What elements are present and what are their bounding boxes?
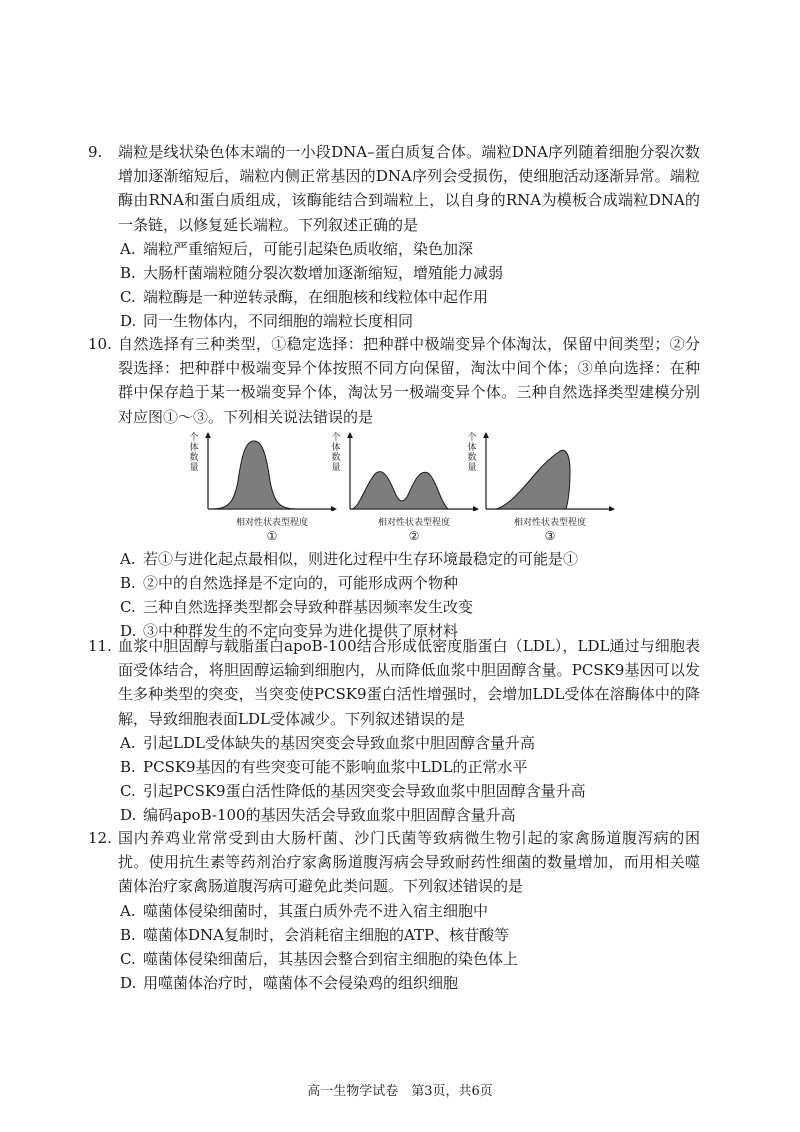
option-b — [118, 571, 700, 595]
option-letter: C. — [120, 288, 136, 307]
option-d — [118, 309, 700, 333]
figure-xlabel: 相对性状表型程度 — [377, 517, 450, 528]
option-letter: B. — [120, 574, 136, 593]
option-text: 端粒酶是一种逆转录酶，在细胞核和线粒体中起作用 — [143, 288, 489, 307]
option-text: 引起PCSK9蛋白活性降低的基因突变会导致血浆中胆固醇含量升高 — [143, 782, 586, 801]
option-text: 端粒严重缩短后，可能引起染色质收缩，染色加深 — [143, 239, 474, 258]
page-footer: 高一生物学试卷 第3页，共6页 — [307, 1084, 493, 1099]
option-letter: C. — [120, 598, 136, 617]
y-axis-arrow — [347, 432, 353, 438]
option-a — [118, 731, 700, 755]
figure-1-plot — [188, 431, 338, 511]
figure-number: ③ — [544, 528, 556, 543]
figure-number: ① — [266, 528, 278, 543]
question-number: 12. — [88, 829, 112, 847]
selection-figures — [118, 431, 700, 543]
y-axis-arrow — [483, 432, 489, 438]
figure-2 — [330, 431, 480, 543]
option-letter: D. — [120, 312, 137, 331]
figure-2-plot — [330, 431, 480, 511]
option-text: 若①与进化起点最相似，则进化过程中生存环境最稳定的可能是① — [143, 549, 579, 568]
option-text: 引起LDL受体缺失的基因突变会导致血浆中胆固醇含量升高 — [143, 733, 535, 752]
option-letter: C. — [120, 782, 136, 801]
option-letter: D. — [120, 622, 137, 641]
figure-ylabel: 个体数量 — [467, 432, 477, 473]
option-letter: B. — [120, 264, 136, 283]
y-axis-arrow — [205, 432, 211, 438]
option-text: 三种自然选择类型都会导致种群基因频率发生改变 — [143, 598, 474, 617]
question-10 — [88, 332, 700, 644]
figure-ylabel: 个体数量 — [189, 432, 199, 473]
question-12 — [88, 826, 700, 995]
option-letter: A. — [120, 733, 136, 752]
option-text: 同一生物体内，不同细胞的端粒长度相同 — [143, 312, 414, 331]
figure-ylabel: 个体数量 — [331, 432, 341, 473]
figure-3-plot — [466, 431, 616, 511]
option-letter: D. — [120, 974, 137, 993]
question-stem: 自然选择有三种类型，①稳定选择：把种群中极端变异个体淘汰，保留中间类型；②分裂选择：把种群中极端变异个体按照不同方向保留，淘汰中间个体；③单向选择：在种群中保存趋于某一极端变异个体，淘汰另一极端变异个体。三种自然选择类型建模分别对应图①～③。下列相关说法错误的是 — [118, 335, 700, 426]
option-c — [118, 285, 700, 309]
option-letter: A. — [120, 549, 136, 568]
option-text: ②中的自然选择是不定向的，可能形成两个物种 — [143, 574, 459, 593]
distribution-curve — [212, 441, 296, 509]
option-d — [118, 803, 700, 827]
question-stem: 国内养鸡业常常受到由大肠杆菌、沙门氏菌等致病微生物引起的家禽肠道腹泻病的困扰。使用抗生素等药剂治疗家禽肠道腹泻病会导致耐药性细菌的数量增加，而用相关噬菌体治疗家禽肠道腹泻病可避免此类问题。下列叙述错误的是 — [118, 829, 700, 896]
question-stem: 端粒是线状染色体末端的一小段DNA–蛋白质复合体。端粒DNA序列随着细胞分裂次数增加逐渐缩短后，端粒内侧正常基因的DNA序列会受损伤，使细胞活动逐渐异常。端粒酶由RNA和蛋白质组成，该酶能结合到端粒上，以自身的RNA为模板合成端粒DNA的一条链，以修复延长端粒。下列叙述正确的是 — [118, 143, 700, 234]
option-c — [118, 595, 700, 619]
option-b — [118, 923, 700, 947]
option-text: 噬菌体侵染细菌后，其基因会整合到宿主细胞的染色体上 — [143, 950, 519, 969]
option-a — [118, 899, 700, 923]
distribution-curve — [352, 471, 448, 508]
option-letter: A. — [120, 901, 136, 920]
option-a — [118, 237, 700, 261]
question-number: 10. — [88, 335, 112, 353]
option-letter: A. — [120, 239, 136, 258]
option-text: 大肠杆菌端粒随分裂次数增加逐渐缩短，增殖能力减弱 — [143, 264, 504, 283]
question-number: 11. — [88, 637, 112, 655]
figure-xlabel: 相对性状表型程度 — [513, 517, 586, 528]
option-b — [118, 755, 700, 779]
distribution-curve — [496, 450, 570, 509]
option-letter: D. — [120, 806, 137, 825]
option-letter: B. — [120, 925, 136, 944]
figure-3 — [466, 431, 616, 543]
question-stem: 血浆中胆固醇与载脂蛋白apoB-100结合形成低密度脂蛋白（LDL），LDL通过与细胞表面受体结合，将胆固醇运输到细胞内，从而降低血浆中胆固醇含量。PCSK9基因可以发生多种类型的突变，当突变使PCSK9蛋白活性增强时，会增加LDL受体在溶酶体中的降解，导致细胞表面LDL受体减少。下列叙述错误的是 — [118, 637, 700, 728]
option-text: ③中种群发生的不定向变异为进化提供了原材料 — [143, 622, 459, 641]
option-c — [118, 779, 700, 803]
option-letter: C. — [120, 950, 136, 969]
option-b — [118, 261, 700, 285]
option-text: 噬菌体DNA复制时，会消耗宿主细胞的ATP、核苷酸等 — [143, 925, 510, 944]
question-11 — [88, 634, 700, 828]
figure-1 — [188, 431, 338, 543]
question-number: 9. — [88, 143, 103, 161]
option-letter: B. — [120, 758, 136, 777]
option-text: PCSK9基因的有些突变可能不影响血浆中LDL的正常水平 — [143, 758, 528, 777]
option-text: 噬菌体侵染细菌时，其蛋白质外壳不进入宿主细胞中 — [143, 901, 489, 920]
question-9 — [88, 140, 700, 334]
option-a — [118, 547, 700, 571]
option-c — [118, 947, 700, 971]
option-text: 用噬菌体治疗时，噬菌体不会侵染鸡的组织细胞 — [143, 974, 459, 993]
figure-number: ② — [408, 528, 420, 543]
figure-xlabel: 相对性状表型程度 — [235, 517, 308, 528]
option-text: 编码apoB-100的基因失活会导致血浆中胆固醇含量升高 — [143, 806, 516, 825]
option-d — [118, 971, 700, 995]
